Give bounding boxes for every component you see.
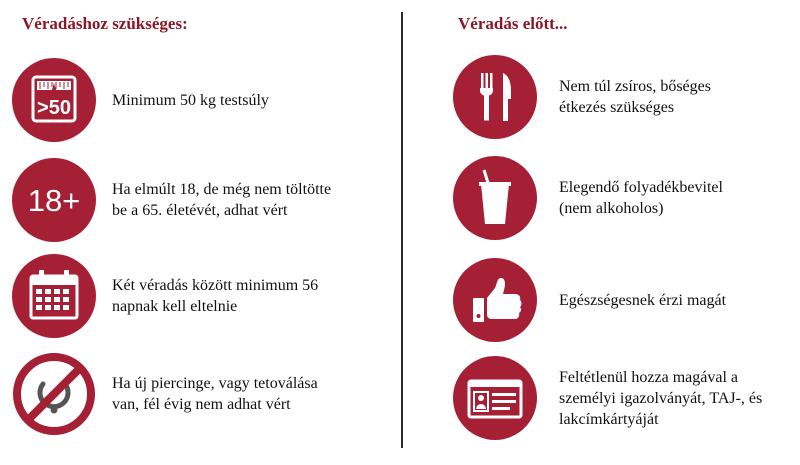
no-piercing-icon — [12, 352, 96, 436]
before-documents-text: Feltétlenül hozza magával a személyi igazolványát, TAJ-, és lakcímkártyáját — [559, 368, 763, 428]
id-card-icon — [453, 356, 537, 440]
requirement-weight — [12, 58, 269, 142]
left-column-title: Véradáshoz szükséges: — [22, 14, 188, 33]
requirement-age-text: Ha elmúlt 18, de még nem töltötte be a 65. életévét, adhat vért — [112, 181, 332, 219]
age-icon-label: 18+ — [27, 183, 81, 218]
before-meal — [453, 55, 711, 139]
requirement-piercing-text: Ha új piercinge, vagy tetoválása van, fél évig nem adhat vért — [112, 375, 318, 413]
requirement-weight-text: Minimum 50 kg testsúly — [112, 91, 269, 109]
requirement-interval-text: Két véradás között minimum 56 napnak kell eltelnie — [112, 277, 319, 315]
before-fluids — [453, 156, 723, 240]
drink-cup-icon — [453, 156, 537, 240]
age-18-plus-icon — [12, 158, 96, 242]
requirement-piercing — [12, 352, 318, 436]
right-column-title: Véradás előtt... — [458, 14, 568, 33]
thumbs-up-icon — [453, 258, 537, 342]
before-health — [453, 258, 726, 342]
fork-knife-icon — [453, 55, 537, 139]
scale-icon — [12, 58, 96, 142]
requirement-age — [12, 158, 331, 242]
requirement-interval — [12, 254, 318, 338]
scale-icon-label: >50 — [37, 97, 71, 119]
before-documents — [453, 356, 762, 440]
before-meal-text: Nem túl zsíros, bőséges étkezés szükséges — [559, 78, 711, 116]
column-divider — [401, 12, 403, 448]
calendar-icon — [12, 254, 96, 338]
before-health-text: Egészségesnek érzi magát — [559, 291, 727, 309]
before-fluids-text: Elegendő folyadékbevitel (nem alkoholos) — [559, 179, 723, 217]
